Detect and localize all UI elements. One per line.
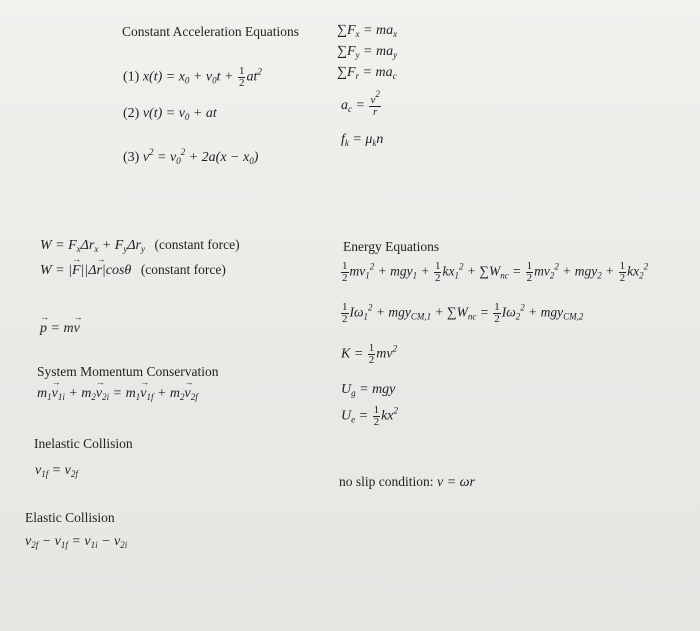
equation-3-number: (3)	[123, 150, 140, 165]
newton-law-y: $\sum F_y = ma_y$	[337, 44, 398, 60]
kinematics-equation-1: (1) $x(t) = x_0 + v_0t$ + $\frac{1}{2}$ $at^2$	[123, 65, 262, 89]
work-dot-product-equation: W = |→ F||Δ→ r|cosθ (constant force)	[40, 263, 226, 278]
equation-2-number: (2)	[123, 106, 140, 121]
no-slip-condition: no slip condition: v = ωr	[339, 474, 475, 490]
momentum-conservation-heading: System Momentum Conservation	[37, 364, 219, 379]
work-component-equation: $W = F_x\Delta r_x + F_y\Delta r_y$ (constant force)	[40, 237, 240, 254]
gravitational-potential-energy-equation: $U_g$ = mgy	[341, 382, 396, 398]
centripetal-acceleration-equation: $a_c$ = $\frac{v^2}{r}$	[341, 89, 380, 118]
energy-conservation-rotational: $\frac{1}{2}$ $I\omega_1^2 + mgy_{CM,1} + \sum W_{nc}$ = $\frac{1}{2}$ $I\omega_2^2 + mgy_{CM,2}$	[342, 301, 584, 325]
energy-equations-heading: Energy Equations	[343, 239, 440, 254]
no-slip-label: no slip condition:	[339, 474, 434, 489]
kinetic-energy-equation: K = $\frac{1}{2}$ $mv^2$	[341, 342, 398, 366]
newton-law-r: $\sum F_r = ma_c$	[337, 65, 397, 81]
kinetic-friction-equation: $f_k = \mu_kn$	[341, 132, 384, 148]
inelastic-collision-equation: $v_{1f} = v_{2f}$	[35, 463, 78, 479]
work-dot-product-note: (constant force)	[140, 262, 226, 277]
momentum-conservation-equation: $m_1\to v_{1i} + m_2\to v_{2i} = m_1\to v_{1f} + m_2\to v_{2f}$	[37, 387, 198, 401]
elastic-potential-energy-equation: $U_e$ = $\frac{1}{2}$ $kx^2$	[341, 404, 399, 428]
kinematics-equation-2: (2) $v(t) = v_0$ + at	[123, 106, 217, 122]
inelastic-collision-heading: Inelastic Collision	[34, 436, 133, 451]
equation-1-number: (1)	[123, 69, 140, 85]
constant-acceleration-heading: Constant Acceleration Equations	[122, 24, 299, 39]
elastic-collision-equation: $v_{2f} - v_{1f} = v_{1i} - v_{2i}$	[25, 534, 128, 550]
energy-conservation-translational: $\frac{1}{2}$ $mv_1^2 + mgy_1$ + $\frac{1}{2}$ $kx_1^2 + \sum W_{nc}$ = $\frac{1}{2}$ $mv_2^2 + mgy_2$ + $\frac{1}{2}$ $kx_2^2$	[342, 260, 649, 284]
work-component-note: (constant force)	[154, 237, 240, 252]
newton-law-x: $\sum F_x = ma_x$	[337, 23, 398, 39]
kinematics-equation-3: (3) $v^2 = v_0^2 + 2a(x - x_0)$	[123, 147, 259, 166]
momentum-definition-equation: → p = m→ v	[40, 322, 80, 336]
elastic-collision-heading: Elastic Collision	[25, 510, 115, 525]
